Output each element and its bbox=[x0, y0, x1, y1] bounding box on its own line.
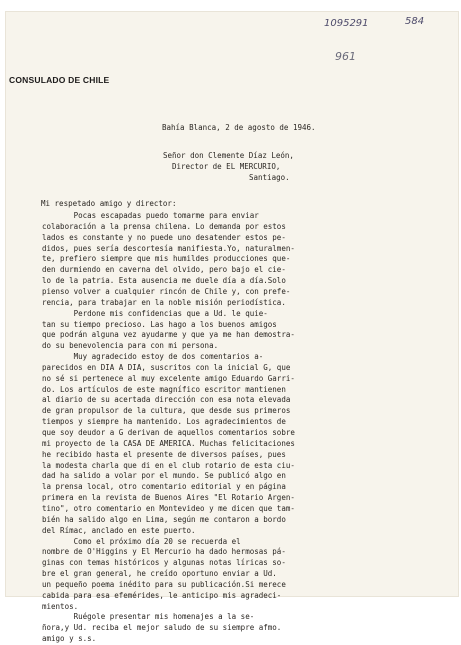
letter-sheet bbox=[6, 12, 458, 644]
body-line: Ruégole presentar mis homenajes a la se- bbox=[42, 612, 255, 622]
place-date-line: Bahía Blanca, 2 de agosto de 1946. bbox=[162, 123, 316, 132]
salutation: Mi respetado amigo y director: bbox=[41, 199, 177, 208]
body-line: lados es constante y no puede uno desatender estos pe- bbox=[42, 232, 286, 242]
body-line: mi proyecto de la CASA DE AMERICA. Muchas felicitaciones bbox=[42, 438, 295, 448]
page-number-annotation: 584 bbox=[405, 16, 425, 27]
body-line: tan su tiempo precioso. Las hago a los buenos amigos bbox=[42, 319, 277, 329]
body-line: al diario de su acertada dirección con esa nota elevada bbox=[42, 395, 291, 405]
body-line: la prensa local, otro comentario editorial y en página bbox=[42, 482, 286, 492]
body-line: bién ha salido algo en Lima, según me contaron a bordo bbox=[42, 514, 286, 524]
body-line: Pocas escapadas puedo tomarme para enviar bbox=[42, 211, 259, 220]
recipient-line: Señor don Clemente Díaz León, bbox=[163, 151, 294, 160]
body-line: cabida para esa efemérides, le anticipo mis agradeci- bbox=[42, 590, 282, 600]
body-line: dad ha salido a volar por el mundo. Se publicó algo en bbox=[42, 471, 286, 481]
body-line: no sé si pertenece al muy excelente amigo Eduardo Garri- bbox=[42, 373, 295, 383]
body-line: colaboración a la prensa chilena. Lo demanda por estos bbox=[42, 221, 286, 231]
body-line: mientos. bbox=[42, 601, 79, 611]
body-line: de gran propulsor de la cultura, que desde sus primeros bbox=[42, 406, 291, 416]
pencil-annotation: 961 bbox=[335, 50, 356, 63]
body-line: que podrán alguna vez ayudarme y que ya me han demostra- bbox=[42, 330, 295, 340]
body-line: que soy deudor a G derivan de aquellos comentarios sobre bbox=[42, 428, 295, 437]
body-line: Como el próximo día 20 se recuerda el bbox=[42, 536, 241, 546]
body-line: pienso volver a cualquier rincón de Chile y, con prefe- bbox=[42, 286, 291, 296]
body-line: primera en la revista de Buenos Aires "El Rotario Argen- bbox=[42, 493, 295, 503]
body-line: tino", otro comentario en Montevideo y me dicen que tam- bbox=[42, 503, 295, 513]
body-line: la modesta charla que di en el club rotario de esta ciu- bbox=[42, 460, 295, 470]
recipient-line: Director de EL MERCURIO, bbox=[172, 162, 281, 171]
body-line: do. Los artículos de este magnífico escritor mantienen bbox=[42, 384, 286, 394]
body-line: tiempos y siempre ha mantenido. Los agradecimientos de bbox=[42, 417, 286, 427]
letterhead: CONSULADO DE CHILE bbox=[9, 75, 110, 85]
archive-reference-number: 1095291 bbox=[324, 18, 369, 29]
body-line: te, prefiero siempre que mis humildes producciones que- bbox=[42, 254, 291, 264]
body-line: amigo y s.s. bbox=[42, 634, 97, 644]
body-line: un pequeño poema inédito para su publicación.Si merece bbox=[42, 579, 286, 589]
recipient-line: Santiago. bbox=[249, 173, 290, 182]
body-line: nombre de O'Higgins y El Mercurio ha dado hermosas pá- bbox=[42, 547, 286, 557]
body-line: ginas con temas históricos y algunas notas líricas so- bbox=[42, 558, 286, 568]
body-line: parecidos en DIA A DIA, suscritos con la inicial G, que bbox=[42, 362, 291, 372]
body-line: del Rímac, anclado en este puerto. bbox=[42, 525, 196, 535]
body-line: den durmiendo en caverna del olvido, pero bajo el cie- bbox=[42, 265, 286, 275]
body-line: do su benevolencia para con mi persona. bbox=[42, 341, 219, 351]
body-line: he recibido hasta el presente de diversos países, pues bbox=[42, 449, 286, 459]
body-line: lo de la patria. Esta ausencia me duele día a día.Solo bbox=[42, 276, 286, 286]
body-line: rencia, para trabajar en la noble misión periodística. bbox=[42, 297, 286, 307]
body-line: ñora,y Ud. reciba el mejor saludo de su siempre afmo. bbox=[42, 623, 282, 633]
body-line: Perdone mis confidencias que a Ud. le quie- bbox=[42, 308, 268, 318]
body-line: didos, pues sería descortesía manifiesta.Yo, naturalmen- bbox=[42, 243, 295, 253]
body-line: bre el gran general, he creído oportuno enviar a Ud. bbox=[42, 569, 277, 579]
body-line: Muy agradecido estoy de dos comentarios a- bbox=[42, 352, 264, 362]
